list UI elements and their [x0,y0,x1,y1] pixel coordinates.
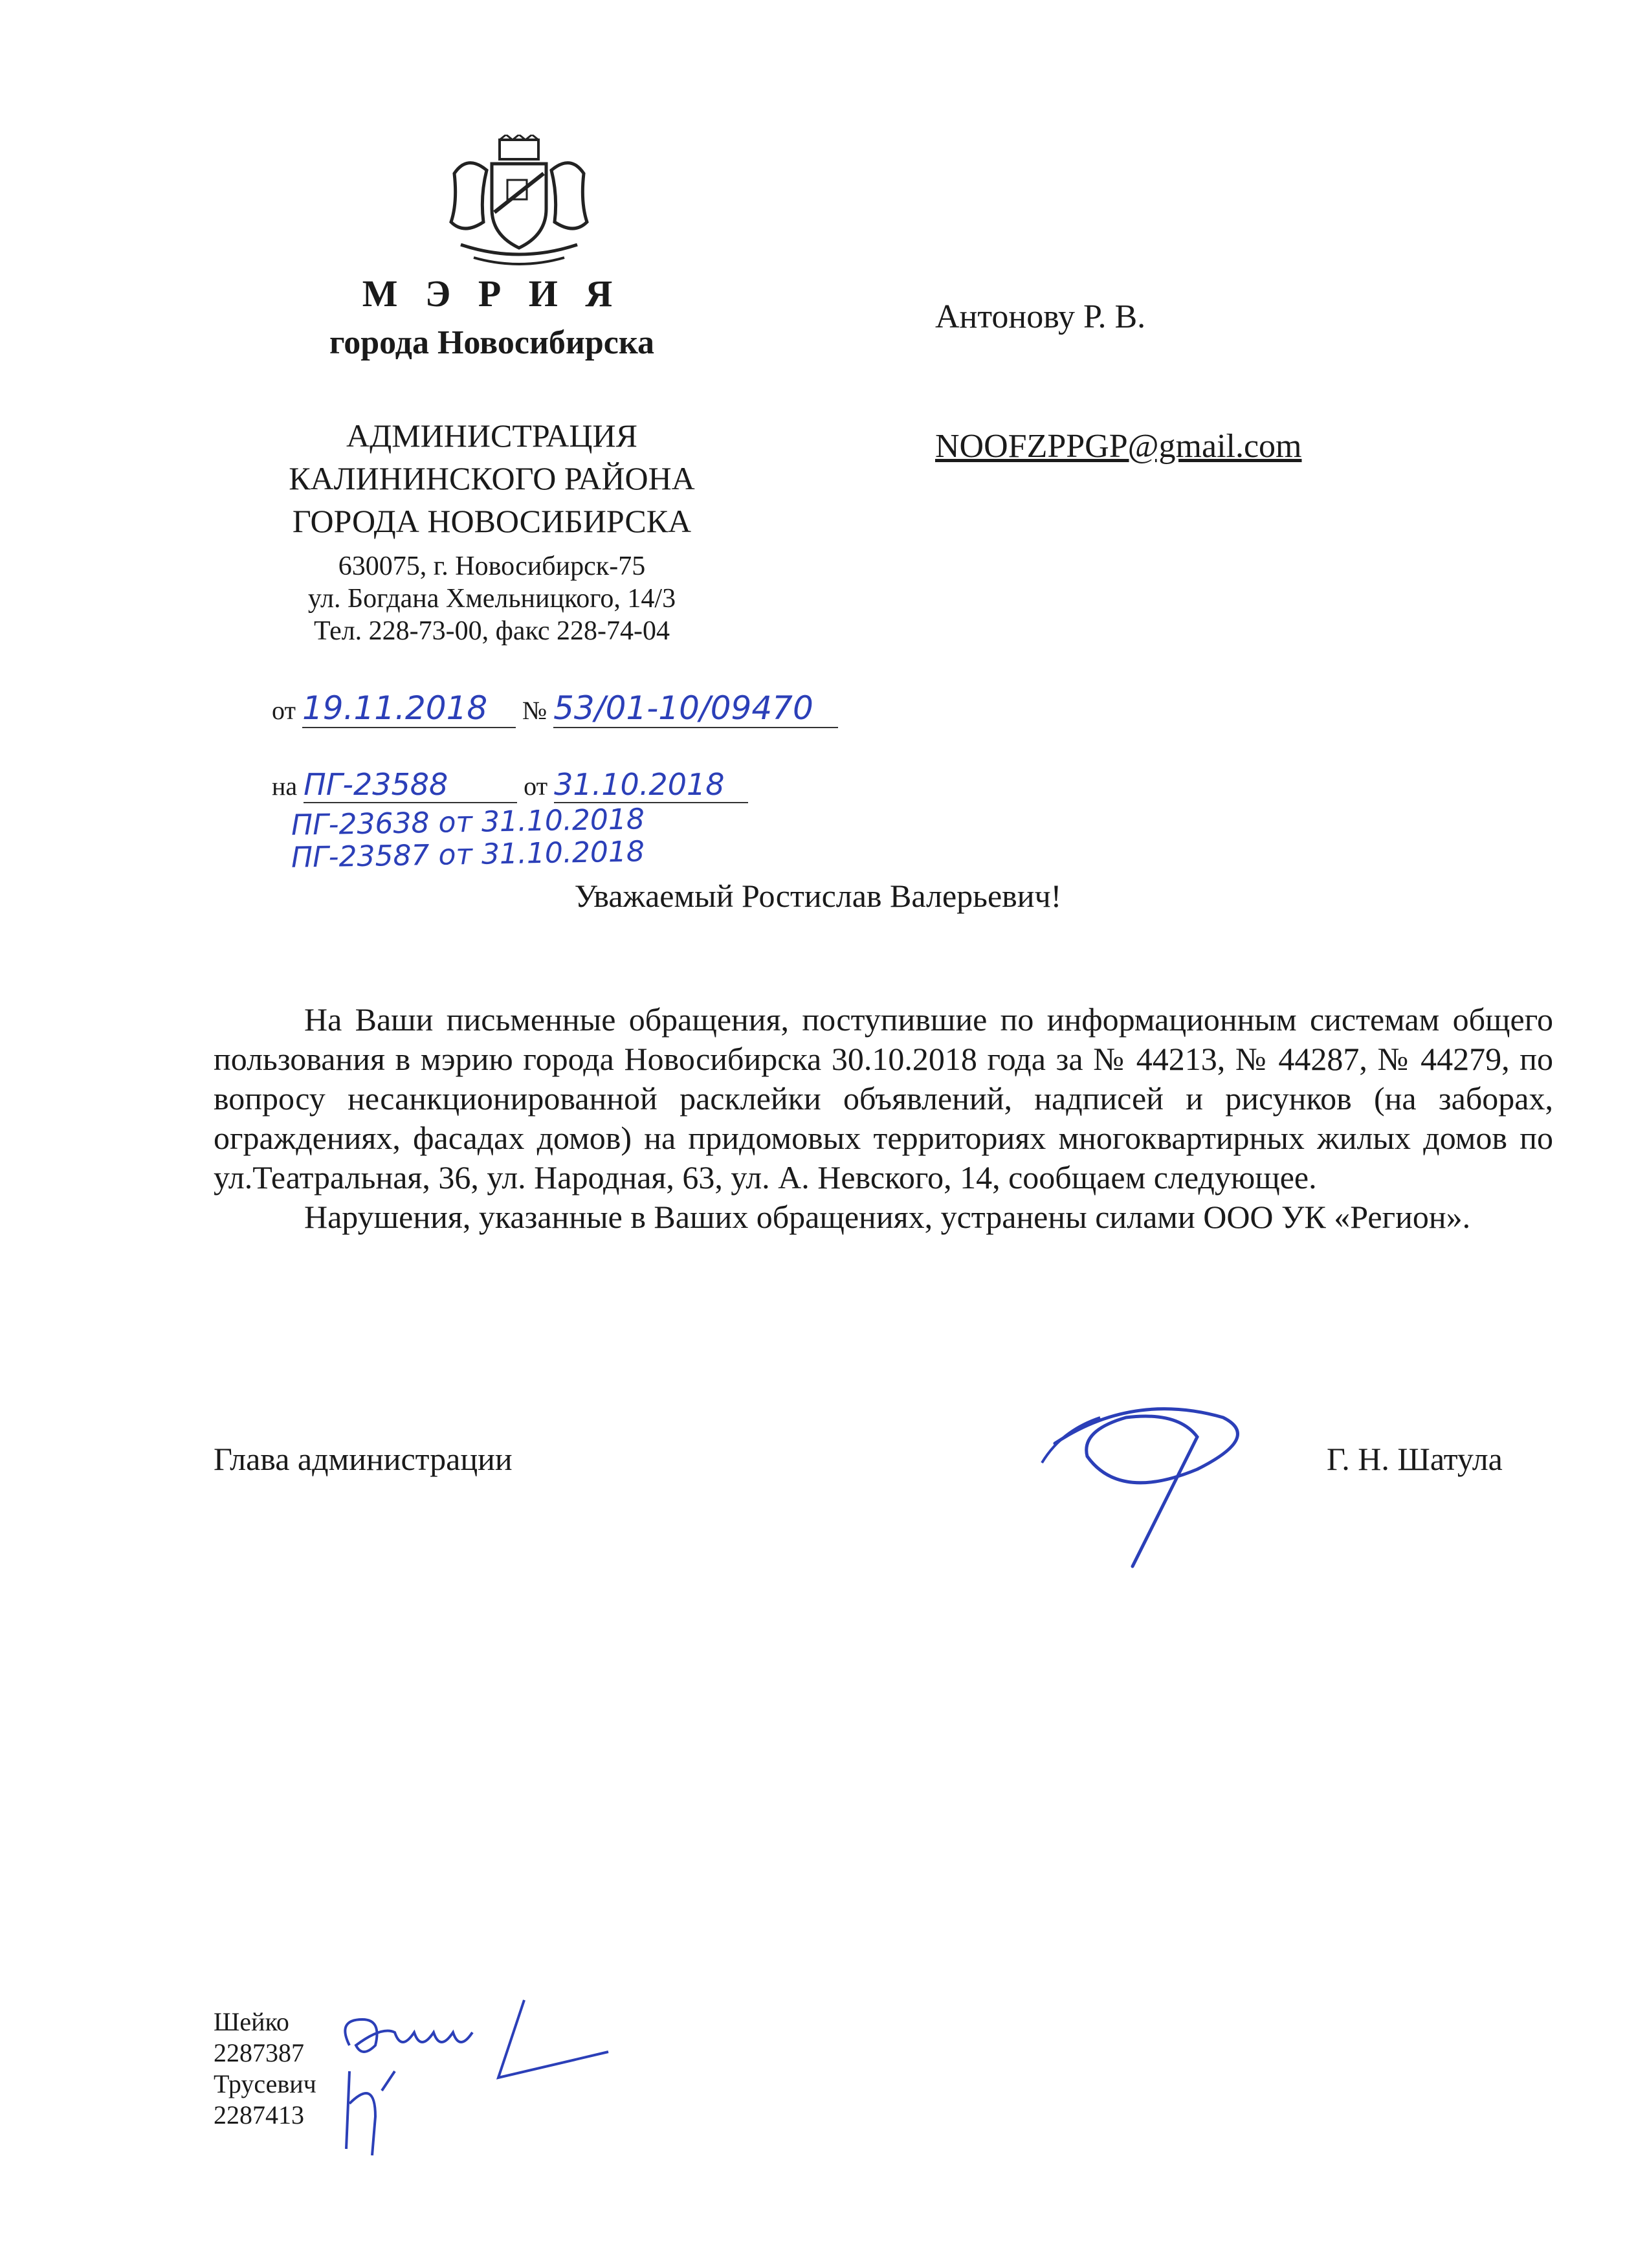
registration-date: 19.11.2018 [302,689,516,728]
handwritten-initials [330,1974,628,2168]
reference-line [272,767,748,803]
signatory-name: Г. Н. Шатула [1327,1441,1503,1477]
letter-body [214,1000,1553,1237]
signatory-title: Глава администрации [214,1441,513,1477]
number-label: № [522,696,547,725]
paragraph-2: Нарушения, указанные в Ваших обращениях, устранены силами ООО УК «Регион». [304,1199,1471,1235]
novosibirsk-coat-of-arms-icon [435,135,603,271]
executors [214,2007,316,2131]
on-from-label: от [524,772,548,801]
address-line-3: Тел. 228-73-00, факс 228-74-04 [314,616,670,646]
from-label: от [272,696,296,725]
paragraph-1: На Ваши письменные обращения, поступившие по информационным системам общего пользования в мэрию города Новосибирска 30.10.2018 года за № 44213, № 44287, № 44279, по вопросу несанкционированной расклейки объявлений, надписей и рисунков (на заборах, ограждениях, фасадах домов) на придомовых территориях многоквартирных жилых домов по ул.Театральная, 36, ул. Народная, 63, ул. А. Невского, 14, сообщаем следующее. [214,1001,1553,1195]
handwritten-signature [1016,1385,1288,1579]
address-line-2: ул. Богдана Хмельницкого, 14/3 [307,584,676,614]
admin-line-1: АДМИНИСТРАЦИЯ [346,417,637,454]
recipient-name: Антонову Р. В. [935,298,1146,335]
executor-2-phone: 2287413 [214,2100,304,2129]
mayor-title: М Э Р И Я [362,272,622,315]
executor-1-name: Шейко [214,2007,289,2036]
recipient-email[interactable]: NOOFZPPGP@gmail.com [935,428,1302,465]
extra-reference-1: ПГ-23638 от 31.10.2018 [291,803,645,842]
admin-line-2: КАЛИНИНСКОГО РАЙОНА [289,460,695,496]
reference-number: ПГ-23588 [304,767,517,803]
executor-2-name: Трусевич [214,2069,316,2098]
administration-name [194,414,790,542]
registration-line [272,689,838,728]
greeting: Уважаемый Ростислав Валерьевич! [574,878,1062,914]
reference-date: 31.10.2018 [554,767,748,803]
admin-line-3: ГОРОДА НОВОСИБИРСКА [292,503,692,539]
registration-number: 53/01-10/09470 [553,689,838,728]
administration-address [194,550,790,647]
executor-1-phone: 2287387 [214,2038,304,2067]
mayor-city: города Новосибирска [329,324,655,361]
on-label: на [272,772,298,801]
address-line-1: 630075, г. Новосибирск-75 [338,551,646,581]
extra-reference-2: ПГ-23587 от 31.10.2018 [291,835,645,874]
